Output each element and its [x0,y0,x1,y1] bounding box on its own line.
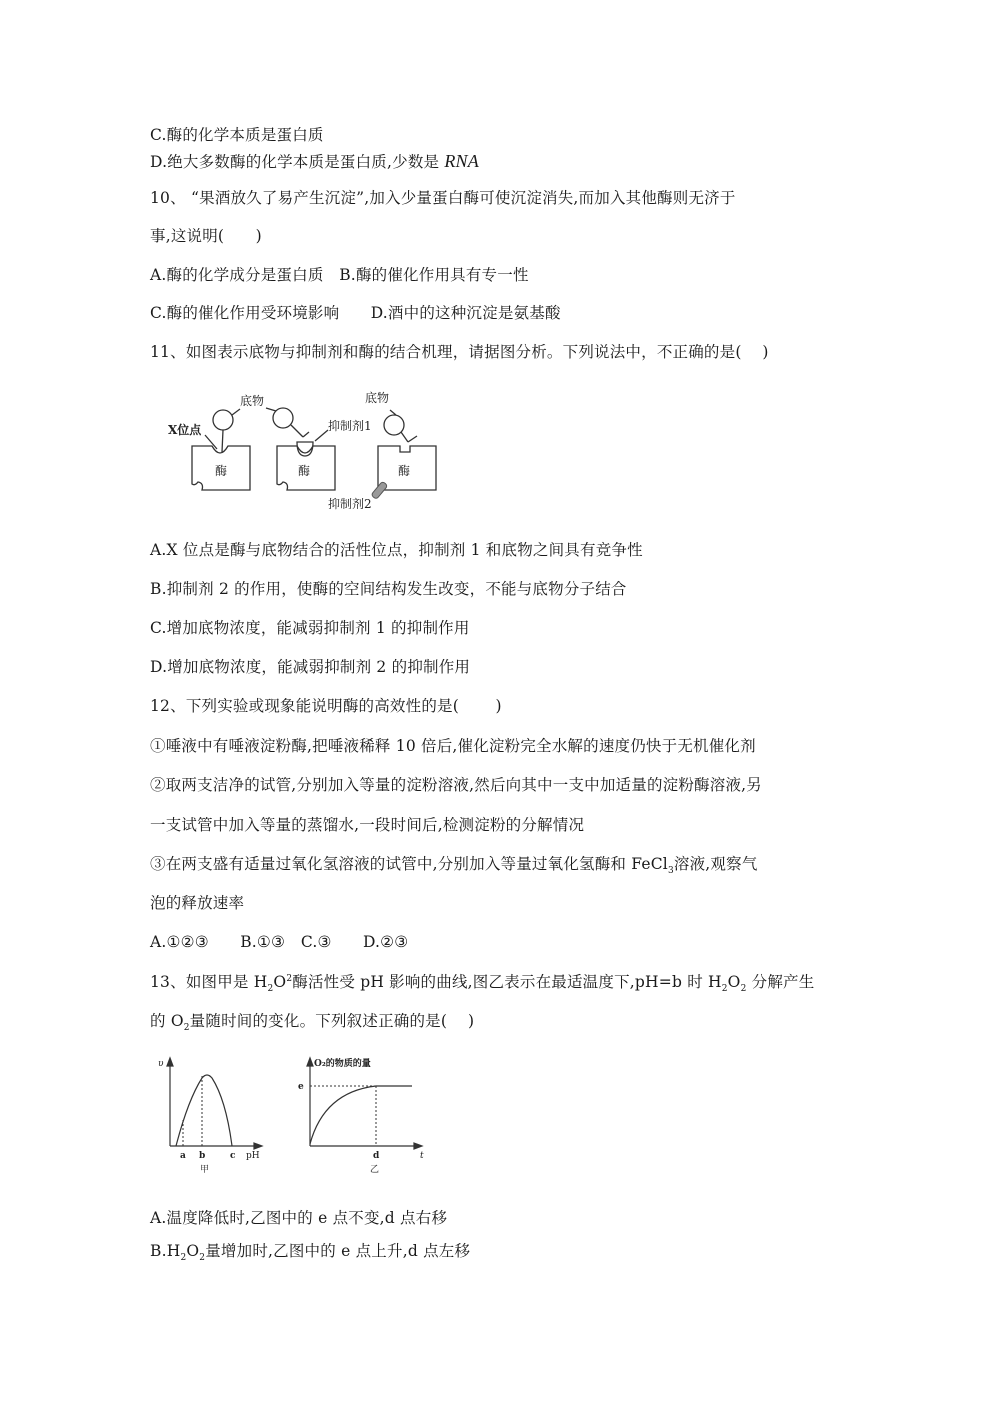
tick-d: d [373,1151,380,1161]
q9-option-d-text: D.绝大多数酶的化学本质是蛋白质,少数是 [150,153,445,171]
q12-options: A.①②③ B.①③ C.③ D.②③ [150,933,409,951]
substrate-label-1: 底物 [240,394,265,408]
q10-options-line2: C.酶的催化作用受环境影响 D.酒中的这种沉淀是氨基酸 [150,304,561,322]
subscript: 2 [199,1253,206,1264]
figure-yi-o2-curve [290,1050,440,1180]
q13-line2-text-a: 的 O [150,1012,184,1030]
tick-c: c [230,1151,236,1161]
tick-b: b [199,1151,206,1161]
q11-option-a: A.X 位点是酶与底物结合的活性位点，抑制剂 1 和底物之间具有竞争性 [150,541,643,559]
q13-option-a: A.温度降低时,乙图中的 e 点不变,d 点右移 [150,1209,448,1227]
q13-optb-text-c: 量增加时,乙图中的 e 点上升,d 点左移 [205,1242,471,1260]
q13-text-a: 13、如图甲是 H [150,973,268,991]
subscript: 2 [267,984,274,995]
q13-line2-text-b: 量随时间的变化。下列叙述正确的是( ) [189,1012,475,1030]
q13-stem-line1 [150,970,814,994]
q13-text-d: O [727,973,741,991]
q12-item3-line1 [150,852,758,876]
subscript: 2 [183,1023,190,1034]
q12-item2-line1: ②取两支洁净的试管,分别加入等量的淀粉溶液,然后向其中一支中加适量的淀粉酶溶液,另 [150,776,762,794]
inhibitor1-label: 抑制剂1 [328,419,372,433]
x-axis-label: pH [246,1151,260,1161]
q12-item1: ①唾液中有唾液淀粉酶,把唾液稀释 10 倍后,催化淀粉完全水解的速度仍快于无机催化剂 [150,737,756,755]
q10-options-line1: A.酶的化学成分是蛋白质 B.酶的催化作用具有专一性 [150,266,529,284]
figure-jia-ph-curve [150,1050,280,1180]
q11-stem: 11、如图表示底物与抑制剂和酶的结合机理，请据图分析。下列说法中，不正确的是( ) [150,343,769,361]
q13-stem-line2 [150,1009,474,1033]
inhibitor2-label: 抑制剂2 [328,497,372,511]
q13-text-c: 酶活性受 pH 影响的曲线,图乙表示在最适温度下,pH=b 时 H [292,973,722,991]
x-axis-label: t [420,1151,424,1161]
y-axis-label: O₂的物质的量 [314,1059,371,1069]
subscript: 2 [721,984,728,995]
q12-item3-text-a: ③在两支盛有适量过氧化氢溶液的试管中,分别加入等量过氧化氢酶和 FeCl [150,855,668,873]
q10-stem-line2: 事,这说明( ) [150,227,262,245]
q9-option-c: C.酶的化学本质是蛋白质 [150,126,324,144]
subscript: 2 [740,984,747,995]
tick-e: e [298,1082,304,1092]
caption-jia: 甲 [200,1165,210,1175]
enzyme-inhibitor-diagram [160,380,460,520]
x-site-label: X位点 [168,423,202,437]
q11-option-b: B.抑制剂 2 的作用，使酶的空间结构发生改变，不能与底物分子结合 [150,580,627,598]
q11-option-c: C.增加底物浓度，能减弱抑制剂 1 的抑制作用 [150,619,470,637]
y-axis-label: υ [158,1059,164,1069]
q12-stem: 12、下列实验或现象能说明酶的高效性的是( ) [150,697,502,715]
q11-option-d: D.增加底物浓度，能减弱抑制剂 2 的抑制作用 [150,658,471,676]
q13-optb-text-b: O [186,1242,200,1260]
q12-item3-line2: 泡的释放速率 [150,894,245,912]
q12-item2-line2: 一支试管中加入等量的蒸馏水,一段时间后,检测淀粉的分解情况 [150,816,585,834]
superscript: 2 [286,973,293,984]
subscript: 2 [180,1253,187,1264]
q13-text-e: 分解产生 [746,973,815,991]
caption-yi: 乙 [370,1165,380,1175]
tick-a: a [180,1151,186,1161]
q13-option-b [150,1239,470,1263]
q13-optb-text-a: B.H [150,1242,181,1260]
subscript: 3 [667,866,674,877]
q10-stem-line1: 10、 “果酒放久了易产生沉淀”,加入少量蛋白酶可使沉淀消失,而加入其他酶则无济于 [150,189,736,207]
q13-text-b: O [273,973,287,991]
rna-text: RNA [444,151,479,171]
substrate-label-2: 底物 [365,391,390,405]
enzyme-label-2: 酶 [298,464,311,478]
enzyme-label-3: 酶 [398,464,411,478]
q12-item3-text-b: 溶液,观察气 [673,855,758,873]
enzyme-label-1: 酶 [215,464,228,478]
q9-option-d [150,150,479,172]
